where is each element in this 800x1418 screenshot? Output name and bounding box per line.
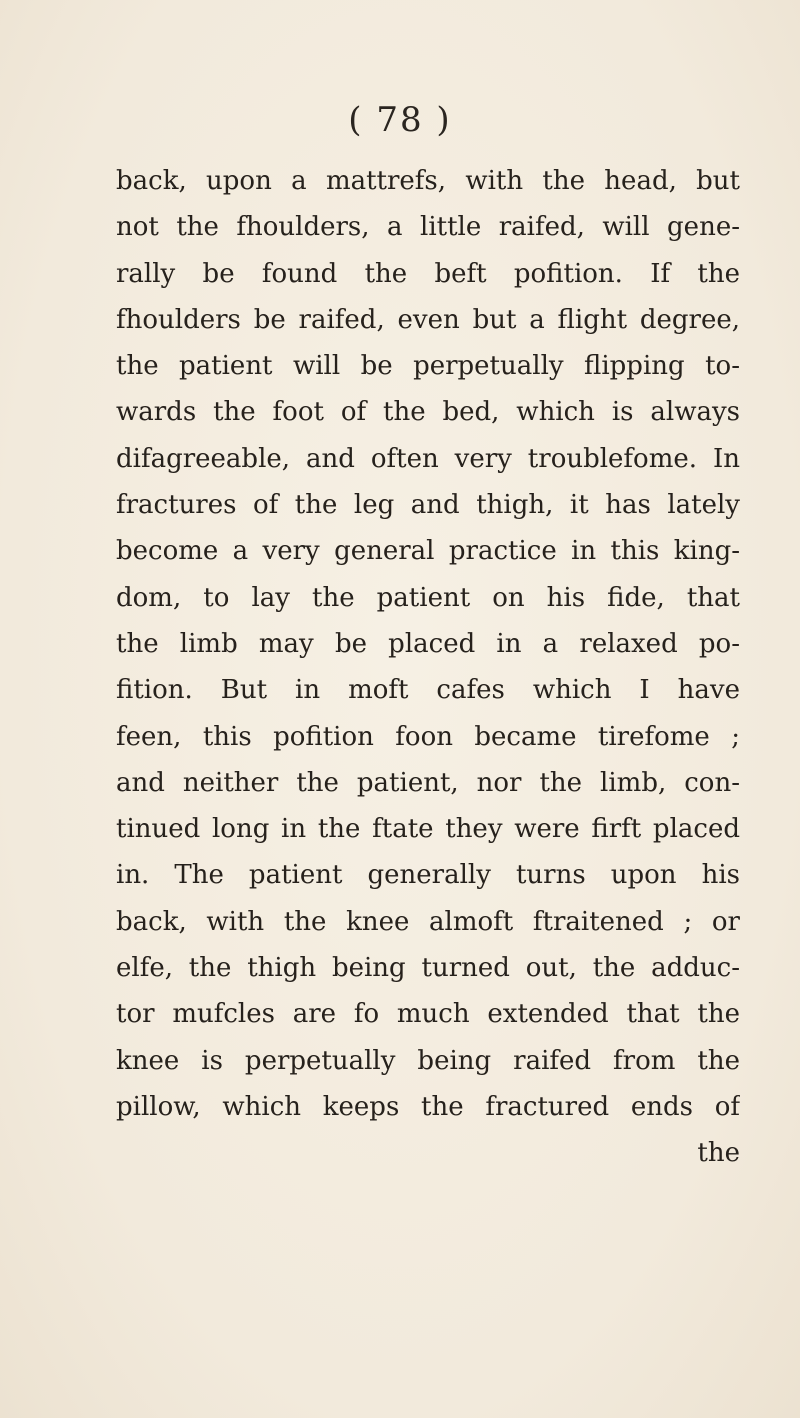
page-number: ( 78 ): [348, 100, 452, 140]
text-line: back, with the knee almoft ftraitened ; or: [116, 906, 740, 937]
text-line: and neither the patient, nor the limb, con-: [116, 767, 740, 798]
text-line: dom, to lay the patient on his fide, that: [116, 582, 740, 613]
text-line: back, upon a mattrefs, with the head, but: [116, 166, 740, 196]
text-line: the patient will be perpetually flipping to-: [116, 351, 740, 382]
catchword: the: [697, 1138, 740, 1169]
text-line: pillow, which keeps the fractured ends of: [116, 1091, 740, 1122]
text-line: not the fhoulders, a little raifed, will gene-: [116, 212, 740, 243]
text-line: in. The patient generally turns upon his: [116, 860, 740, 891]
text-line: elfe, the thigh being turned out, the adduc-: [116, 953, 740, 984]
text-line: tinued long in the ftate they were firft placed: [116, 814, 740, 845]
text-line: feen, this pofition foon became tirefome ;: [116, 721, 740, 752]
text-line: wards the foot of the bed, which is always: [116, 397, 740, 428]
body-text: [116, 158, 740, 1177]
text-line: knee is perpetually being raifed from the: [116, 1045, 740, 1076]
text-line: fhoulders be raifed, even but a flight degree,: [116, 304, 740, 335]
text-line: rally be found the beft pofition. If the: [116, 258, 740, 289]
text-line: become a very general practice in this king-: [116, 536, 740, 567]
text-line: difagreeable, and often very troublefome. In: [116, 443, 740, 474]
text-line: the limb may be placed in a relaxed po-: [116, 628, 740, 659]
text-line: fition. But in moft cafes which I have: [116, 675, 740, 706]
text-line: fractures of the leg and thigh, it has lately: [116, 490, 740, 521]
text-line: tor mufcles are fo much extended that the: [116, 999, 740, 1030]
